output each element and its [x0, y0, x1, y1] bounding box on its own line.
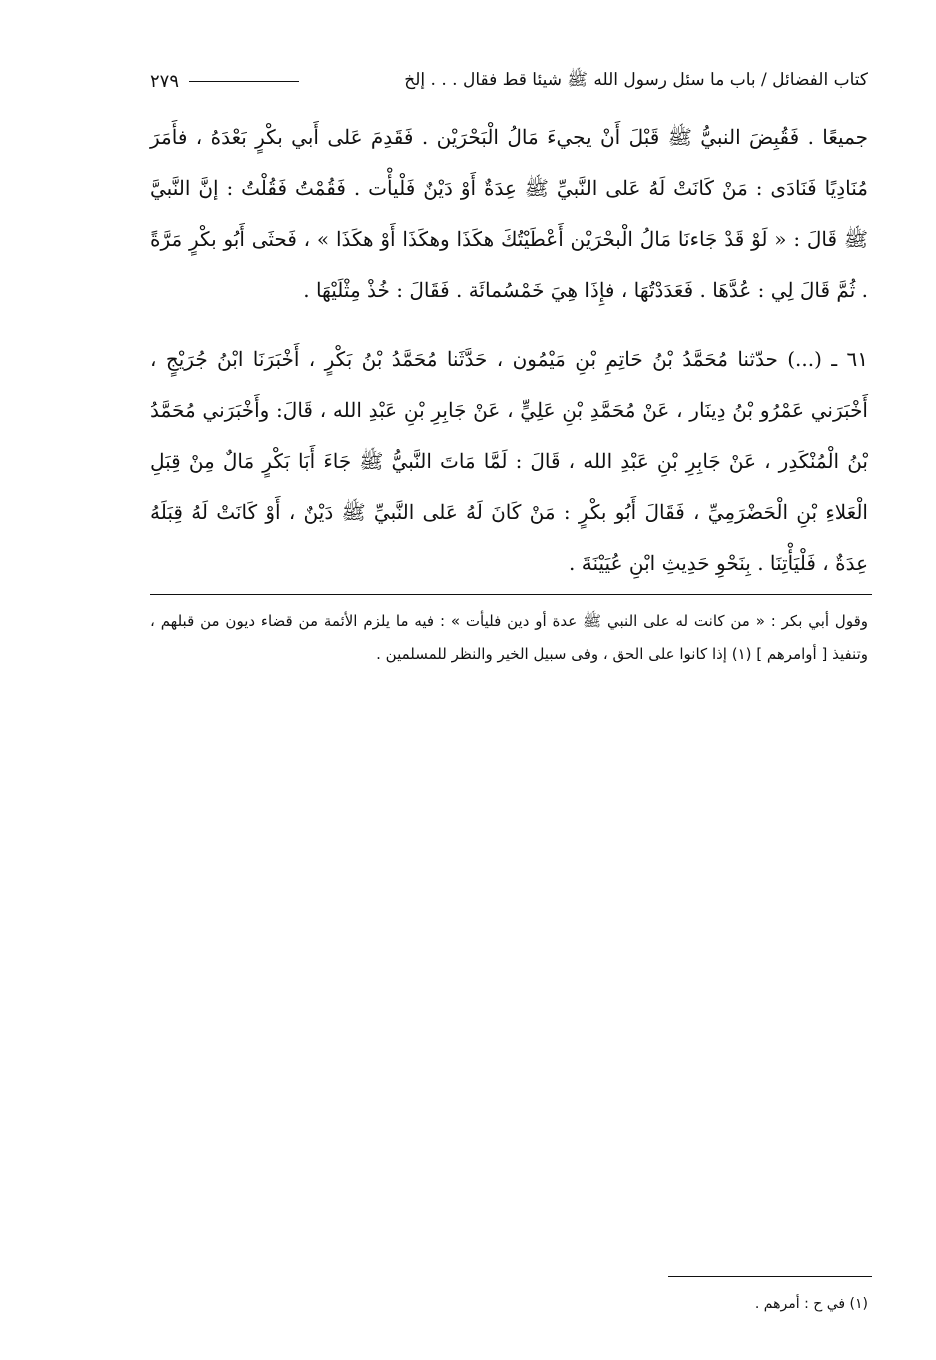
commentary	[150, 605, 868, 671]
footnote-divider	[668, 1276, 872, 1277]
paragraph-2: ٦١ ـ (...) حدّثنا مُحَمَّدُ بْنُ حَاتِمِ بْنِ مَيْمُون ، حَدَّثَنا مُحَمَّدُ بْنُ بَكْرٍ ، أَخْبَرَنَا ابْنُ جُرَيْجٍ ، أَخْبَرَني عَمْرُو بْنُ دِينَار ، عَنْ مُحَمَّدِ بْنِ عَلِيٍّ ، عَنْ جَابِرِ بْنِ عَبْدِ الله ، قَالَ: وأَخْبَرَني مُحَمَّدُ بْنُ الْمُنْكَدِر ، عَنْ جَابِرِ بْنِ عَبْدِ الله ، قَالَ : لَمَّا مَاتَ النَّبيُّ ﷺ جَاءَ أَبَا بَكْرٍ مَالٌ مِنْ قِبَلِ الْعَلاءِ بْنِ الْحَضْرَمِيِّ ، فَقَالَ أَبُو بكْرٍ : مَنْ كَانَ لَهُ عَلى النَّبيِّ ﷺ دَيْنٌ ، أَوْ كَانَتْ لَهُ قِبَلَهُ عِدَةٌ ، فَلْيَأْتِنَا . بِنَحْوِ حَدِيثِ ابْنِ عُيَيْنَةَ .	[150, 347, 868, 575]
page-number: ٢٧٩	[150, 70, 180, 92]
footnote-text: (١) في ح : أمرهم .	[754, 1296, 868, 1312]
footnote	[400, 1290, 868, 1318]
page-number-group	[150, 71, 299, 92]
main-text	[150, 112, 868, 589]
chapter-title: كتاب الفضائل / باب ما سئل رسول الله ﷺ شيئا قط فقال . . . إلخ	[404, 69, 868, 90]
running-header	[150, 66, 868, 96]
paragraph-1: جميعًا . فَقُبِضَ النبيُّ ﷺ قَبْلَ أَنْ يجيءَ مَالُ الْبَحْرَيْن . فَقَدِمَ عَلى أَبي بكْرٍ بَعْدَهُ ، فأَمَرَ مُنَادِيًا فَنَادَى : مَنْ كَانَتْ لَهُ عَلى النَّبيِّ ﷺ عِدَةٌ أَوْ دَيْنٌ فَلْيأْت . فَقُمْتُ فَقُلْتُ : إنَّ النَّبيَّ ﷺ قَالَ : « لَوْ قَدْ جَاءنَا مَالُ الْبحْرَيْن أَعْطَيْتُكَ هكَذَا وهكَذَا أَوْ هكَذَا » ، فَحثَى أَبُو بكْرٍ مَرَّةً . ثُمَّ قَالَ لِي : عُدَّهَا . فَعَدَدْتُهَا ، فإِذَا هِيَ خَمْسُمائَة . فَقَالَ : خُذْ مِثْلَيْهَا .	[150, 125, 869, 302]
commentary-text: وقول أبي بكر : « من كانت له على النبي ﷺ عدة أو دين فليأت » : فيه ما يلزم الأئمة من قضاء ديون من قبلهم ، وتنفيذ [ أوامرهم ] (١) إذا كانوا على الحق ، وفى سبيل الخير والنظر للمسلمين .	[150, 612, 868, 663]
section-divider	[150, 594, 872, 595]
header-rule	[189, 81, 299, 82]
